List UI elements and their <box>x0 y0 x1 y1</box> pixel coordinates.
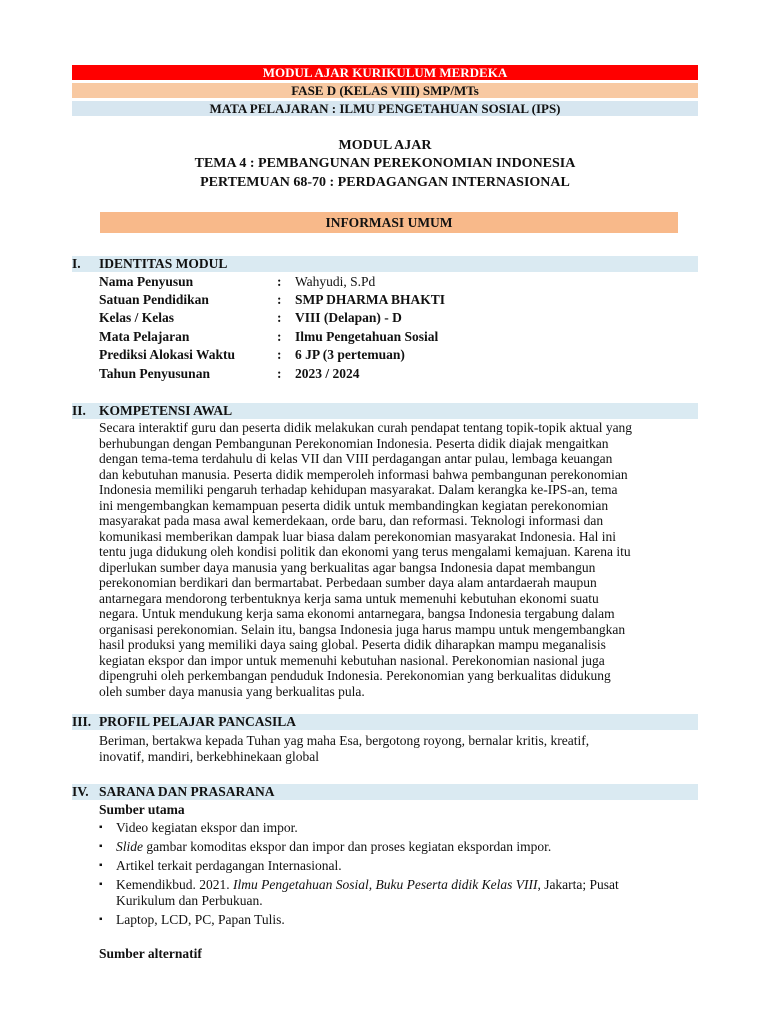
identitas-label: Kelas / Kelas <box>99 310 174 325</box>
section-title: PROFIL PELAJAR PANCASILA <box>99 714 297 729</box>
section-number: I. <box>72 256 81 271</box>
sumber-utama-label: Sumber utama <box>99 802 185 817</box>
citation-author: Kemendikbud. 2021. <box>116 877 233 892</box>
paragraph-line: dengan tema-tema terdahulu di kelas VII dan VIII perdagangan antar pulau, lembaga keuangan <box>99 451 613 466</box>
paragraph-line: kegiatan ekspor dan impor untuk memenuhi kebutuhan nasional. Perekonomian nasional juga <box>99 652 605 668</box>
sumber-alternatif-label: Sumber alternatif <box>99 946 202 961</box>
section-sarana-heading <box>72 784 698 800</box>
bullet-icon: ▪ <box>99 841 103 852</box>
identitas-row <box>99 291 659 309</box>
paragraph-line: masyarakat pada masa awal kemerdekaan, orde baru, dan reformasi. Teknologi informasi dan <box>99 513 604 528</box>
identitas-colon: : <box>277 274 282 289</box>
identitas-colon: : <box>277 329 282 344</box>
section-kompetensi-heading <box>72 403 698 419</box>
paragraph-line: oleh sumber daya manusia yang berkualitas pula. <box>99 683 365 699</box>
identitas-value: Ilmu Pengetahuan Sosial <box>295 329 439 344</box>
profil-paragraph <box>99 733 699 764</box>
list-item <box>99 820 699 836</box>
doc-meeting: PERTEMUAN 68-70 : PERDAGANGAN INTERNASIONAL <box>200 175 570 190</box>
paragraph-line: ini mengembangkan kemampuan peserta didik untuk membandingkan kegiatan perekonomian <box>99 497 609 513</box>
citation-book-title: Ilmu Pengetahuan Sosial, Buku Peserta didik Kelas VIII <box>233 877 538 892</box>
section-title: IDENTITAS MODUL <box>99 256 228 271</box>
paragraph-line: Secara interaktif guru dan peserta didik melakukan curah pendapat tentang topik-topik aktual yang <box>99 420 633 435</box>
info-umum-band: INFORMASI UMUM <box>100 212 678 233</box>
section-profil-heading <box>72 714 698 730</box>
paragraph-line: komunikasi memberikan dampak luar biasa dalam perekonomian masyarakat Indonesia. Hal ini <box>99 528 616 544</box>
header-subject: MATA PELAJARAN : ILMU PENGETAHUAN SOSIAL (IPS) <box>72 101 698 116</box>
identitas-value: Wahyudi, S.Pd <box>295 274 376 289</box>
identitas-label: Tahun Penyusunan <box>99 366 210 381</box>
paragraph-line: organisasi perekonomian. Selain itu, bangsa Indonesia juga harus mampu untuk mengembangkan <box>99 621 626 637</box>
identitas-row <box>99 346 659 364</box>
identitas-colon: : <box>277 366 282 381</box>
list-item <box>99 839 699 855</box>
section-title: SARANA DAN PRASARANA <box>99 784 275 799</box>
identitas-value: 2023 / 2024 <box>295 366 360 381</box>
paragraph-line: inovatif, mandiri, berkebhinekaan global <box>99 748 320 764</box>
list-item-text-rest: gambar komoditas ekspor dan impor dan proses kegiatan ekspordan impor. <box>143 839 552 854</box>
identitas-value: VIII (Delapan) - D <box>295 310 402 325</box>
doc-title: MODUL AJAR <box>338 138 432 153</box>
list-item <box>99 912 699 928</box>
identitas-colon: : <box>277 310 282 325</box>
paragraph-line: perekonomian berdikari dan bermartabat. Perbedaan sumber daya alam antardaerah maupun <box>99 575 597 590</box>
paragraph-line: diperlukan sumber daya manusia yang berkualitas agar bangsa Indonesia dapat membangun <box>99 559 596 575</box>
identitas-label: Mata Pelajaran <box>99 329 190 344</box>
list-item <box>99 858 699 874</box>
identitas-row <box>99 309 659 327</box>
paragraph-line: negara. Untuk mendukung kerja sama ekonomi antarnegara, bangsa Indonesia tergabung dalam <box>99 606 615 621</box>
header-phase: FASE D (KELAS VIII) SMP/MTs <box>72 83 698 98</box>
identitas-colon: : <box>277 292 282 307</box>
doc-theme: TEMA 4 : PEMBANGUNAN PEREKONOMIAN INDONESIA <box>194 156 576 171</box>
bullet-icon: ▪ <box>99 860 103 871</box>
paragraph-line: Indonesia memiliki pengaruh terhadap kehidupan masyarakat. Dalam kerangka ke-IPS-an, tema <box>99 482 618 497</box>
paragraph-line: antarnegara mendorong terbentuknya kerja sama untuk memenuhi kebutuhan ekonomi suatu <box>99 590 599 606</box>
paragraph-line: hasil produksi yang memiliki daya saing global. Peserta didik diharapkan mampu meganalisis <box>99 637 606 652</box>
list-item-text: Artikel terkait perdagangan Internasional. <box>116 858 342 873</box>
bullet-icon: ▪ <box>99 879 103 890</box>
identitas-label: Satuan Pendidikan <box>99 292 209 307</box>
identitas-row <box>99 328 659 346</box>
list-item-text: Laptop, LCD, PC, Papan Tulis. <box>116 912 285 927</box>
section-title: KOMPETENSI AWAL <box>99 403 233 418</box>
citation-place: , Jakarta; Pusat <box>537 877 619 892</box>
kompetensi-paragraph <box>99 420 699 699</box>
list-item <box>99 877 699 909</box>
list-item-text-continued: Kurikulum dan Perbukuan. <box>116 893 263 908</box>
identitas-colon: : <box>277 347 282 362</box>
identitas-value: SMP DHARMA BHAKTI <box>295 292 446 307</box>
italic-term: Slide <box>116 839 143 854</box>
paragraph-line: dipengruhi oleh perkembangan penduduk Indonesia. Perekonomian yang berkualitas didukung <box>99 668 611 683</box>
paragraph-line: dan kebutuhan manusia. Peserta didik memperoleh informasi bahwa pembangunan perekonomian <box>99 466 628 482</box>
list-item-text: Video kegiatan ekspor dan impor. <box>116 820 298 835</box>
list-item-text <box>116 839 699 855</box>
sumber-utama-list <box>99 820 699 931</box>
identitas-row <box>99 365 659 383</box>
section-number: III. <box>72 714 92 729</box>
section-identitas-heading <box>72 256 698 272</box>
bullet-icon: ▪ <box>99 822 103 833</box>
identitas-row <box>99 273 659 291</box>
section-number: IV. <box>72 784 89 799</box>
paragraph-line: berhubungan dengan Pembangunan Perekonomian Indonesia. Peserta didik diajak mengaitkan <box>99 435 609 451</box>
bullet-icon: ▪ <box>99 914 103 925</box>
list-item-text <box>116 877 699 893</box>
identitas-label: Nama Penyusun <box>99 274 194 289</box>
header-module-title: MODUL AJAR KURIKULUM MERDEKA <box>72 65 698 80</box>
identitas-label: Prediksi Alokasi Waktu <box>99 347 236 362</box>
identitas-value: 6 JP (3 pertemuan) <box>295 347 405 362</box>
paragraph-line: tentu juga didukung oleh kondisi politik dan ekonomi yang terus mengalami kemajuan. Karena itu <box>99 544 631 559</box>
paragraph-line: Beriman, bertakwa kepada Tuhan yag maha Esa, bergotong royong, bernalar kritis, kreatif, <box>99 733 590 748</box>
section-number: II. <box>72 403 86 418</box>
